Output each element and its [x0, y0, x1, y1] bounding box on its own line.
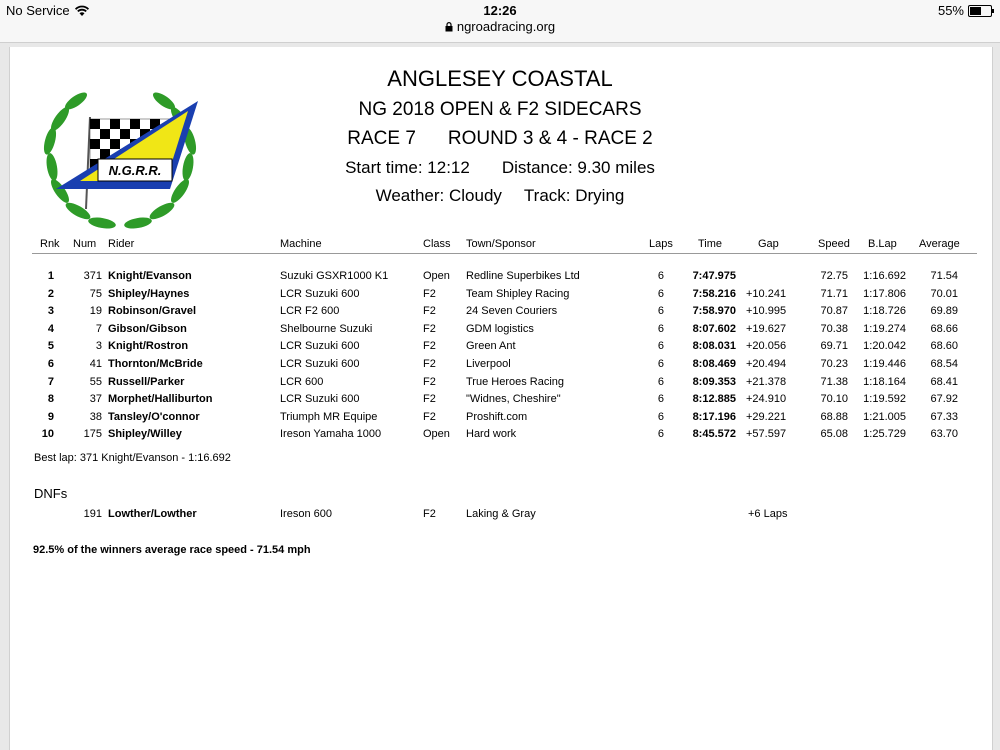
cell-speed: 68.88 [820, 410, 848, 423]
cell-class: F2 [423, 305, 436, 318]
race-title [180, 128, 820, 150]
cell-average: 70.01 [930, 287, 958, 300]
cell-town: Redline Superbikes Ltd [466, 270, 580, 282]
cell-time: 8:45.572 [692, 428, 736, 441]
cell-town: "Widnes, Cheshire" [466, 393, 561, 406]
col-town: Town/Sponsor [466, 238, 536, 250]
battery-status [938, 3, 992, 18]
cell-speed: 70.10 [820, 393, 848, 406]
cell-num: 41 [89, 358, 102, 370]
cell-rider: Knight/Evanson [108, 270, 192, 282]
cell-rider: Shipley/Haynes [108, 287, 190, 300]
cell-speed: 70.23 [820, 358, 848, 370]
table-row [10, 305, 992, 322]
cell-average: 68.66 [930, 322, 958, 335]
weather: Weather: Cloudy [375, 186, 502, 205]
col-time: Time [698, 238, 723, 250]
cell-blap: 1:17.806 [863, 287, 906, 300]
table-row [10, 288, 992, 305]
cell-machine: LCR 600 [280, 375, 324, 388]
cell-class: F2 [423, 410, 436, 423]
cell-speed: 71.71 [820, 287, 848, 300]
cell-town: 24 Seven Couriers [466, 305, 558, 318]
table-row [10, 428, 992, 445]
cell-machine: LCR Suzuki 600 [280, 393, 360, 406]
cell-time: 7:58.970 [692, 305, 736, 318]
cell-gap: +19.627 [746, 322, 787, 335]
logo-text: N.G.R.R. [108, 163, 162, 178]
cell-town: Team Shipley Racing [466, 287, 570, 300]
cell-town: GDM logistics [466, 322, 534, 335]
dnf-cell-num: 191 [83, 508, 102, 520]
dnf-cell-gap: +6 Laps [748, 508, 788, 520]
cell-gap: +21.378 [746, 375, 787, 388]
cell-average: 68.54 [930, 358, 958, 370]
cell-laps: 6 [657, 322, 664, 335]
cell-time: 8:08.469 [692, 358, 736, 370]
cell-average: 68.41 [930, 375, 958, 388]
dnf-cell-machine: Ireson 600 [280, 508, 332, 520]
table-row [10, 376, 992, 393]
cell-blap: 1:25.729 [863, 428, 906, 441]
cell-machine: Ireson Yamaha 1000 [280, 428, 382, 441]
cell-average: 67.33 [930, 410, 958, 423]
cell-num: 3 [95, 340, 102, 353]
cell-time: 8:17.196 [692, 410, 736, 423]
cell-speed: 71.38 [820, 375, 848, 388]
results-page [9, 47, 993, 750]
cell-laps: 6 [657, 340, 664, 353]
cell-gap: +24.910 [746, 393, 787, 406]
dnf-row [10, 508, 992, 525]
cell-speed: 70.38 [820, 322, 848, 335]
cell-rider: Tansley/O'connor [108, 410, 200, 423]
cell-class: F2 [423, 340, 436, 353]
cell-gap: +10.241 [746, 287, 787, 300]
cell-rnk: 2 [47, 287, 54, 300]
cell-rnk: 7 [47, 375, 54, 388]
cell-gap: +57.597 [746, 428, 787, 441]
cell-average: 69.89 [930, 305, 958, 318]
col-speed: Speed [818, 238, 850, 250]
cell-rnk: 5 [47, 340, 54, 353]
cell-average: 63.70 [930, 428, 958, 441]
cell-class: F2 [423, 393, 436, 406]
cell-laps: 6 [657, 375, 664, 388]
col-rider: Rider [108, 238, 135, 250]
cell-machine: LCR Suzuki 600 [280, 358, 360, 370]
cell-speed: 72.75 [820, 270, 848, 282]
dnf-cell-town: Laking & Gray [466, 508, 536, 520]
cell-num: 7 [95, 322, 102, 335]
cell-machine: Triumph MR Equipe [280, 410, 378, 423]
ios-status-bar [0, 0, 1000, 43]
start-time: Start time: 12:12 [345, 158, 470, 177]
race-number: RACE 7 [347, 128, 416, 149]
class-title: NG 2018 OPEN & F2 SIDECARS [358, 99, 642, 120]
cell-num: 175 [83, 428, 102, 441]
cell-machine: LCR Suzuki 600 [280, 340, 360, 353]
track: Track: Drying [523, 186, 625, 205]
cell-rider: Thornton/McBride [108, 358, 203, 370]
cell-gap: +29.221 [746, 410, 787, 423]
dnf-heading: DNFs [34, 486, 68, 501]
battery-icon [968, 5, 992, 17]
col-laps: Laps [649, 238, 673, 250]
cell-rider: Russell/Parker [108, 375, 185, 388]
dnf-cell-rider: Lowther/Lowther [108, 508, 197, 520]
cell-time: 8:07.602 [692, 322, 736, 335]
cell-rnk: 1 [47, 270, 54, 282]
cell-average: 71.54 [930, 270, 958, 282]
race-info [180, 158, 820, 178]
cell-blap: 1:20.042 [863, 340, 906, 353]
cell-town: True Heroes Racing [466, 375, 565, 388]
cell-class: Open [423, 428, 450, 441]
table-row [10, 358, 992, 375]
col-rnk: Rnk [40, 238, 60, 250]
table-row [10, 340, 992, 357]
col-blap: B.Lap [868, 238, 897, 250]
carrier-label: No Service [6, 3, 70, 18]
cell-rider: Gibson/Gibson [108, 322, 187, 335]
conditions [180, 186, 820, 206]
cell-machine: LCR Suzuki 600 [280, 287, 360, 300]
cell-gap: +20.056 [746, 340, 787, 353]
distance: Distance: 9.30 miles [501, 158, 655, 177]
col-class: Class [423, 238, 451, 250]
cell-rnk: 3 [47, 305, 54, 318]
cell-time: 7:58.216 [692, 287, 736, 300]
cell-blap: 1:18.164 [863, 375, 906, 388]
cell-town: Green Ant [466, 340, 516, 353]
cell-gap: +20.494 [746, 358, 787, 370]
cell-town: Hard work [466, 428, 517, 441]
cell-class: F2 [423, 322, 436, 335]
cell-speed: 69.71 [820, 340, 848, 353]
cell-rnk: 4 [47, 322, 54, 335]
cell-blap: 1:21.005 [863, 410, 906, 423]
cell-laps: 6 [657, 428, 664, 441]
cell-average: 68.60 [930, 340, 958, 353]
cell-num: 371 [83, 270, 102, 282]
cell-time: 7:47.975 [692, 270, 736, 282]
cell-num: 75 [89, 287, 102, 300]
best-lap: Best lap: 371 Knight/Evanson - 1:16.692 [34, 452, 231, 464]
cell-town: Proshift.com [466, 410, 528, 423]
cell-machine: LCR F2 600 [280, 305, 340, 318]
col-gap: Gap [758, 238, 779, 250]
col-average: Average [919, 238, 960, 250]
address-bar[interactable] [0, 19, 1000, 34]
cell-laps: 6 [657, 393, 664, 406]
url-text: ngroadracing.org [456, 19, 556, 34]
cell-machine: Shelbourne Suzuki [280, 322, 373, 335]
table-row [10, 270, 992, 287]
cell-town: Liverpool [466, 358, 511, 370]
round-info: ROUND 3 & 4 - RACE 2 [447, 128, 653, 149]
cell-machine: Suzuki GSXR1000 K1 [280, 270, 389, 282]
cell-rnk: 8 [47, 393, 54, 406]
header-divider [32, 253, 977, 254]
cell-class: Open [423, 270, 450, 282]
cell-class: F2 [423, 358, 436, 370]
cell-num: 37 [89, 393, 102, 406]
table-row [10, 393, 992, 410]
col-machine: Machine [280, 238, 322, 250]
cell-time: 8:12.885 [692, 393, 736, 406]
cell-num: 38 [89, 410, 102, 423]
cell-laps: 6 [657, 287, 664, 300]
table-row [10, 411, 992, 428]
cell-laps: 6 [657, 305, 664, 318]
cell-rnk: 10 [41, 428, 54, 441]
ngrr-logo [38, 89, 203, 237]
cell-rider: Morphet/Halliburton [108, 393, 213, 406]
lock-icon [445, 22, 453, 32]
cell-rnk: 6 [47, 358, 54, 370]
event-title: ANGLESEY COASTAL [387, 66, 613, 91]
clock: 12:26 [483, 3, 517, 18]
cell-laps: 6 [657, 410, 664, 423]
cell-class: F2 [423, 287, 436, 300]
cell-blap: 1:19.446 [863, 358, 906, 370]
cell-class: F2 [423, 375, 436, 388]
cell-rider: Knight/Rostron [108, 340, 189, 353]
cell-time: 8:09.353 [692, 375, 736, 388]
footer-note: 92.5% of the winners average race speed - 71.54 mph [33, 544, 311, 556]
cell-rider: Robinson/Gravel [108, 305, 197, 318]
battery-percent: 55% [937, 3, 964, 18]
cell-rider: Shipley/Willey [108, 428, 182, 441]
cell-speed: 70.87 [820, 305, 848, 318]
cell-blap: 1:19.274 [863, 322, 906, 335]
dnf-cell-class: F2 [423, 508, 436, 520]
cell-time: 8:08.031 [692, 340, 736, 353]
cell-gap: +10.995 [746, 305, 787, 318]
table-row [10, 323, 992, 340]
cell-laps: 6 [657, 358, 664, 370]
cell-blap: 1:16.692 [863, 270, 906, 282]
cell-rnk: 9 [47, 410, 54, 423]
cell-speed: 65.08 [820, 428, 848, 441]
cell-blap: 1:19.592 [863, 393, 906, 406]
cell-num: 55 [89, 375, 102, 388]
cell-blap: 1:18.726 [863, 305, 906, 318]
cell-laps: 6 [657, 270, 664, 282]
cell-average: 67.92 [930, 393, 958, 406]
col-num: Num [73, 238, 97, 250]
cell-num: 19 [89, 305, 102, 318]
